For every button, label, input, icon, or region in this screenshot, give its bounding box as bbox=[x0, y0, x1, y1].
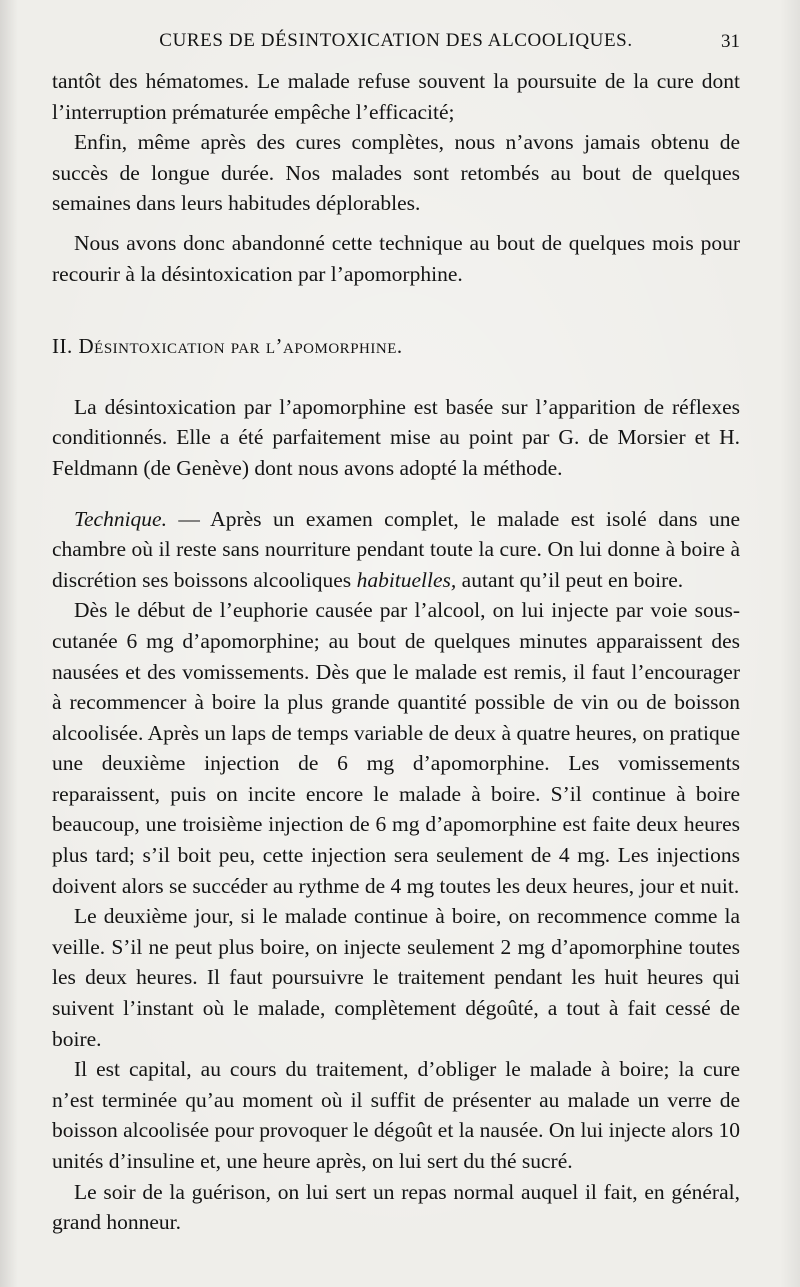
paragraph-soir: Le soir de la guérison, on lui sert un repas normal auquel il fait, en général, grand honneur. bbox=[52, 1179, 740, 1235]
section-title: Désintoxication par l’apomorphine. bbox=[78, 334, 403, 359]
technique-label: Technique. bbox=[74, 506, 167, 531]
technique-emphasis: habituelles, bbox=[356, 567, 457, 592]
technique-text-1: — Après un examen complet, le malade est isolé dans une chambre où il reste sans nourriture pendant toute la cure. On lui donne à boire à discrétion ses boissons alcooliques bbox=[52, 506, 740, 592]
paragraph-capital: Il est capital, au cours du traitement, d’obliger le malade à boire; la cure n’est terminée qu’au moment où il suffit de présenter au malade un verre de boisson alcoolisée pour provoquer le dégoût et la nausée. On lui injecte alors 10 unités d’insuline et, une heure après, on lui sert du thé sucré. bbox=[52, 1057, 740, 1173]
paragraph-debut: Dès le début de l’euphorie causée par l’alcool, on lui injecte par voie sous-cutanée 6 mg d’apomorphine; au bout de quelques minutes apparaissent des nausées et des vomissements. Dès que le malade est remis, il faut l’encourager à recommencer à boire la plus grande quantité possible de vin ou de boisson alcoolisée. Après un laps de temps variable de deux à quatre heures, on pratique une deuxième injection de 6 mg d’apomorphine. Les vomissements reparaissent, puis on incite encore le malade à boire. S’il continue à boire beaucoup, une troisième injection de 6 mg d’apomorphine est faite deux heures plus tard; s’il boit peu, cette injection sera seulement de 4 mg. Les injections doivent alors se succéder au rythme de 4 mg toutes les deux heures, jour et nuit. bbox=[52, 598, 740, 898]
paragraph-abandon: Nous avons donc abandonné cette technique au bout de quelques mois pour recourir à la désintoxication par l’apomorphine. bbox=[52, 230, 740, 286]
page-number: 31 bbox=[721, 31, 740, 52]
paragraph-continued: tantôt des hématomes. Le malade refuse souvent la poursuite de la cure dont l’interruption prématurée empêche l’efficacité; bbox=[52, 69, 740, 124]
section-number: II. bbox=[52, 334, 73, 359]
running-title: CURES DE DÉSINTOXICATION DES ALCOOLIQUES. bbox=[159, 30, 633, 51]
running-header bbox=[52, 28, 740, 58]
paragraph-enfin: Enfin, même après des cures complètes, nous n’avons jamais obtenu de succès de longue durée. Nos malades sont retombés au bout de quelques semaines dans leurs habitudes déplorables. bbox=[52, 130, 740, 216]
section-heading bbox=[52, 331, 740, 362]
paragraph-intro: La désintoxication par l’apomorphine est basée sur l’apparition de réflexes conditionnés. Elle a été parfaitement mise au point par G. de Morsier et H. Feldmann (de Genève) dont nous avons adopté la méthode. bbox=[52, 394, 740, 480]
paragraph-deuxieme-jour: Le deuxième jour, si le malade continue à boire, on recommence comme la veille. S’il ne peut plus boire, on injecte seulement 2 mg d’apomorphine toutes les deux heures. Il faut poursuivre le traitement pendant les huit heures qui suivent l’instant où le malade, complètement dégoûté, a tout à fait cessé de boire. bbox=[52, 904, 740, 1051]
paragraph-technique bbox=[52, 504, 740, 596]
page-body bbox=[52, 66, 740, 1238]
technique-text-2: autant qu’il peut en boire. bbox=[456, 567, 684, 592]
